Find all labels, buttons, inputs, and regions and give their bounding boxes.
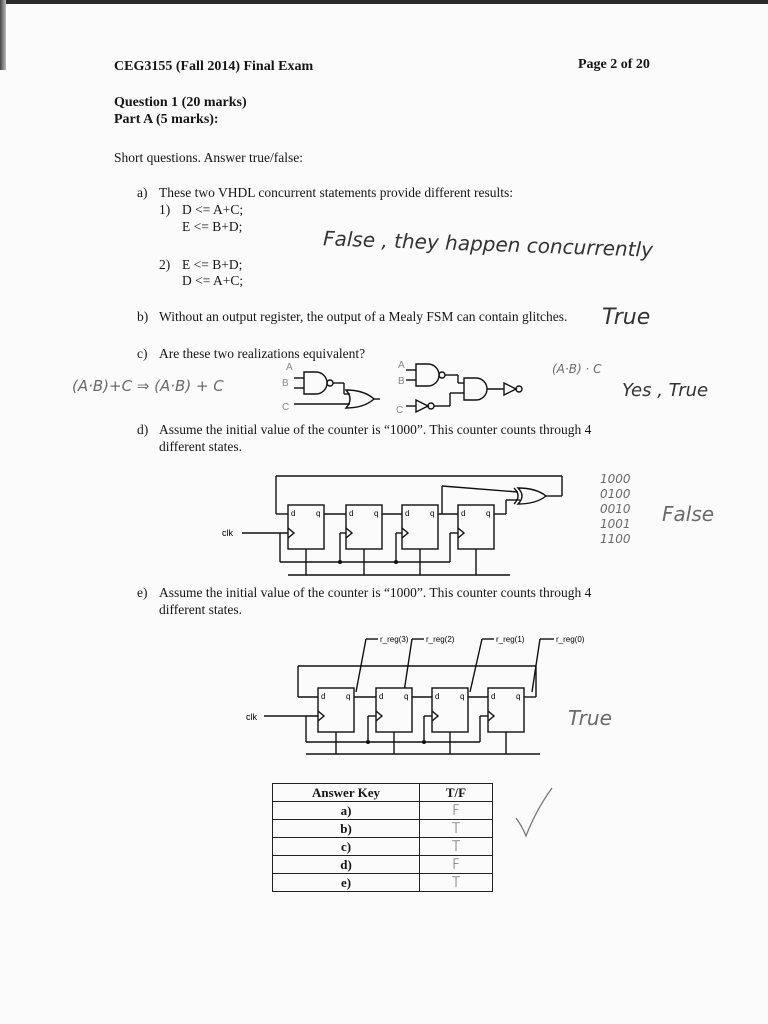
- svg-text:d: d: [405, 509, 410, 518]
- answer-value: F: [420, 856, 493, 874]
- answer-item: d): [273, 856, 420, 874]
- clk-label-d: clk: [222, 528, 233, 538]
- reg-label-1: r_reg(1): [496, 635, 525, 644]
- flip-flop-e3: [432, 688, 468, 732]
- item-a-label: a): [137, 185, 148, 200]
- flip-flop-e1: [318, 688, 354, 732]
- part-title: Part A (5 marks):: [114, 112, 219, 127]
- inverter-icon: [416, 400, 428, 412]
- circuit-2: [396, 360, 522, 416]
- item-e-handwritten-answer: True: [568, 706, 612, 730]
- item-d-text-line2: different states.: [159, 439, 242, 454]
- answer-item: a): [273, 802, 420, 820]
- item-b-text: Without an output register, the output of a Mealy FSM can contain glitches.: [159, 309, 568, 324]
- item-a-opt1-num: 1): [159, 202, 171, 217]
- reg-label-3: r_reg(3): [380, 635, 409, 644]
- answer-item: b): [273, 820, 420, 838]
- output-inverter-icon: [504, 383, 516, 395]
- item-e-label: e): [137, 585, 148, 600]
- table-row: [273, 838, 493, 856]
- circuit-1: [282, 362, 380, 413]
- table-row: [273, 820, 493, 838]
- answer-key-table: [272, 783, 493, 892]
- gate-input-a-label: A: [286, 362, 293, 373]
- item-e-text-line2: different states.: [159, 602, 242, 617]
- instructions: Short questions. Answer true/false:: [114, 150, 303, 165]
- item-a-opt1-line1: D <= A+C;: [182, 202, 244, 217]
- answer-value: F: [420, 802, 493, 820]
- state-item: 0010: [600, 502, 631, 516]
- svg-text:q: q: [516, 692, 521, 701]
- answer-key-header: Answer Key: [273, 784, 420, 802]
- item-c-handwritten-expression: (A·B)+C ⇒ (A·B) + C: [72, 377, 224, 395]
- flip-flop-e4: [488, 688, 524, 732]
- gate-input-c-label: C: [282, 402, 290, 413]
- gate2-input-a-label: A: [398, 360, 405, 371]
- item-a-opt1-line2: E <= B+D;: [182, 219, 243, 234]
- answer-value: T: [420, 874, 493, 892]
- answer-key-header-row: [273, 784, 493, 802]
- svg-text:q: q: [374, 509, 379, 518]
- svg-text:d: d: [349, 509, 354, 518]
- question-title: Question 1 (20 marks): [114, 95, 247, 110]
- item-a-opt2-line1: E <= B+D;: [182, 257, 243, 272]
- svg-text:q: q: [346, 692, 351, 701]
- item-b-handwritten-answer: True: [602, 305, 651, 330]
- item-d-state-list: [600, 472, 660, 547]
- item-a-handwritten-answer: False , they happen concurrently: [322, 226, 654, 262]
- item-c-handwritten-answer: Yes , True: [622, 380, 709, 401]
- and-gate-icon: [464, 378, 487, 400]
- reg-label-2: r_reg(2): [426, 635, 455, 644]
- answer-value: T: [420, 820, 493, 838]
- or-gate-icon: [346, 390, 374, 408]
- svg-text:d: d: [491, 692, 496, 701]
- page-top-edge: [0, 0, 768, 4]
- clk-label-e: clk: [246, 712, 257, 722]
- item-d-handwritten-answer: False: [662, 502, 715, 526]
- svg-text:d: d: [379, 692, 384, 701]
- item-c-handwritten-expression-2: (A·B) · C: [552, 362, 602, 376]
- gate2-input-c-label: C: [396, 405, 404, 416]
- item-a-opt2-line2: D <= A+C;: [182, 273, 244, 288]
- item-d-text-line1: Assume the initial value of the counter is “1000”. This counter counts through 4: [159, 422, 592, 437]
- item-d-label: d): [137, 422, 149, 437]
- svg-text:q: q: [430, 509, 435, 518]
- state-item: 0100: [600, 487, 631, 501]
- state-item: 1100: [600, 532, 631, 546]
- counter-circuit-e: [240, 630, 600, 760]
- page-number: Page 2 of 20: [578, 57, 650, 72]
- item-a-opt2-num: 2): [159, 257, 171, 272]
- exam-title: CEG3155 (Fall 2014) Final Exam: [114, 59, 314, 74]
- flip-flop-1: [288, 505, 324, 549]
- item-c-text: Are these two realizations equivalent?: [159, 346, 366, 361]
- xor-gate-icon: [518, 488, 546, 504]
- checkmark-icon: [512, 782, 556, 842]
- svg-text:d: d: [435, 692, 440, 701]
- svg-text:q: q: [316, 509, 321, 518]
- table-row: [273, 856, 493, 874]
- nand-gate-2-icon: [416, 364, 439, 386]
- flip-flop-3: [402, 505, 438, 549]
- flip-flop-e2: [376, 688, 412, 732]
- svg-text:d: d: [321, 692, 326, 701]
- flip-flop-2: [346, 505, 382, 549]
- table-row: [273, 874, 493, 892]
- state-item: 1001: [600, 517, 631, 531]
- reg-label-0: r_reg(0): [556, 635, 585, 644]
- answer-item: e): [273, 874, 420, 892]
- answer-item: c): [273, 838, 420, 856]
- tf-header: T/F: [420, 784, 493, 802]
- item-b-label: b): [137, 309, 149, 324]
- svg-text:q: q: [486, 509, 491, 518]
- flip-flop-4: [458, 505, 494, 549]
- svg-text:d: d: [461, 509, 466, 518]
- logic-gate-diagrams: [270, 358, 530, 420]
- svg-text:q: q: [404, 692, 409, 701]
- state-item: 1000: [600, 472, 631, 486]
- svg-text:d: d: [291, 509, 296, 518]
- item-c-label: c): [137, 346, 148, 361]
- gate2-input-b-label: B: [398, 376, 405, 387]
- table-row: [273, 802, 493, 820]
- answer-value: T: [420, 838, 493, 856]
- svg-text:q: q: [460, 692, 465, 701]
- page-left-edge: [0, 0, 6, 70]
- item-a-text: These two VHDL concurrent statements provide different results:: [159, 185, 514, 200]
- item-e-text-line1: Assume the initial value of the counter is “1000”. This counter counts through 4: [159, 585, 592, 600]
- gate-input-b-label: B: [282, 378, 289, 389]
- counter-circuit-d: [210, 470, 590, 582]
- nand-gate-icon: [304, 372, 327, 394]
